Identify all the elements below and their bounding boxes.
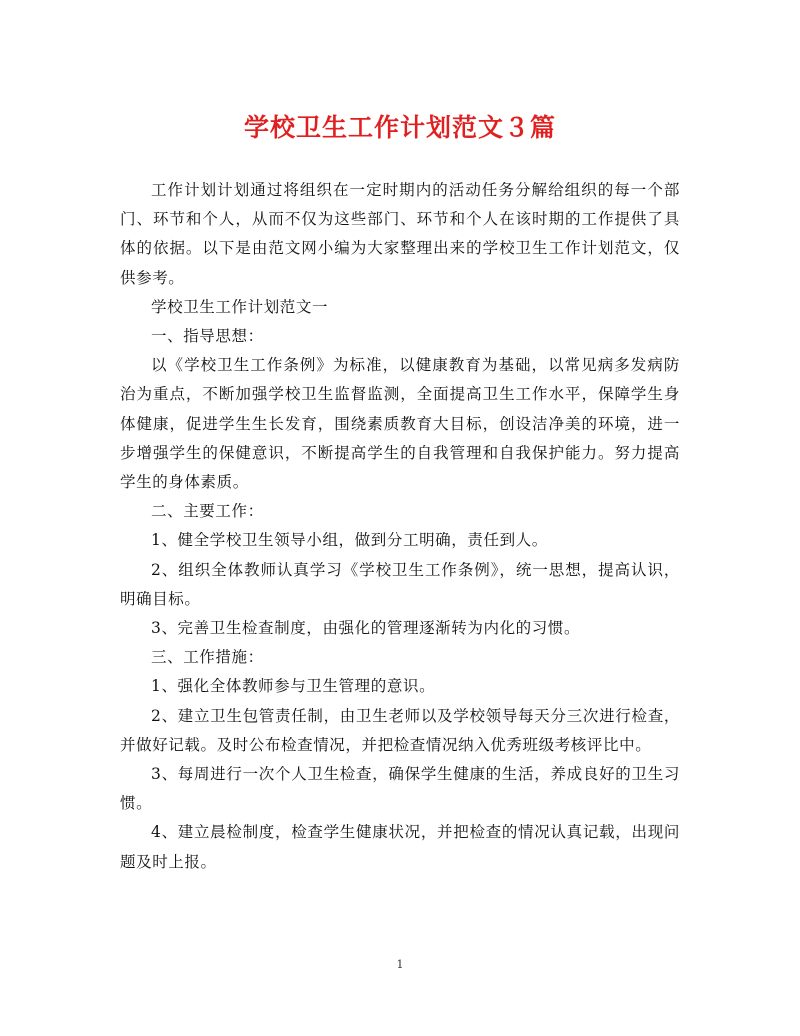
list-item: 1、健全学校卫生领导小组，做到分工明确，责任到人。: [151, 531, 548, 550]
list-item: 2、建立卫生包管责任制，由卫生老师以及学校领导每天分三次进行检查，并做好记载。及时公布检查情况，并把检查情况纳入优秀班级考核评比中。: [120, 706, 680, 754]
heading-work-measures: 三、工作措施：: [151, 648, 264, 667]
list-item: 3、每周进行一次个人卫生检查，确保学生健康的生活，养成良好的卫生习惯。: [120, 765, 680, 813]
list-item: 3、完善卫生检查制度，由强化的管理逐渐转为内化的习惯。: [151, 619, 581, 638]
heading-guiding-ideology: 一、指导思想：: [151, 327, 264, 346]
list-item: 2、组织全体教师认真学习《学校卫生工作条例》，统一思想，提高认识，明确目标。: [120, 560, 680, 608]
document-body: [120, 176, 680, 877]
list-item: 4、建立晨检制度，检查学生健康状况，并把检查的情况认真记载，出现问题及时上报。: [120, 823, 680, 871]
intro-paragraph: 工作计划计划通过将组织在一定时期内的活动任务分解给组织的每一个部门、环节和个人，从而不仅为这些部门、环节和个人在该时期的工作提供了具体的依据。以下是由范文网小编为大家整理出来的学校卫生工作计划范文，仅供参考。: [120, 181, 680, 287]
section-title-1: 学校卫生工作计划范文一: [151, 297, 329, 316]
document-title: 学校卫生工作计划范文３篇: [243, 113, 556, 142]
list-item: 1、强化全体教师参与卫生管理的意识。: [151, 677, 436, 696]
paragraph-guiding-ideology: 以《学校卫生工作条例》为标准，以健康教育为基础，以常见病多发病防治为重点，不断加强学校卫生监督监测，全面提高卫生工作水平，保障学生身体健康，促进学生生长发育，围绕素质教育大目标，创设洁净美的环境，进一步增强学生的保健意识，不断提高学生的自我管理和自我保护能力。努力提高学生的身体素质。: [120, 356, 680, 492]
heading-main-work: 二、主要工作：: [151, 502, 264, 521]
page-number: 1: [396, 958, 404, 971]
